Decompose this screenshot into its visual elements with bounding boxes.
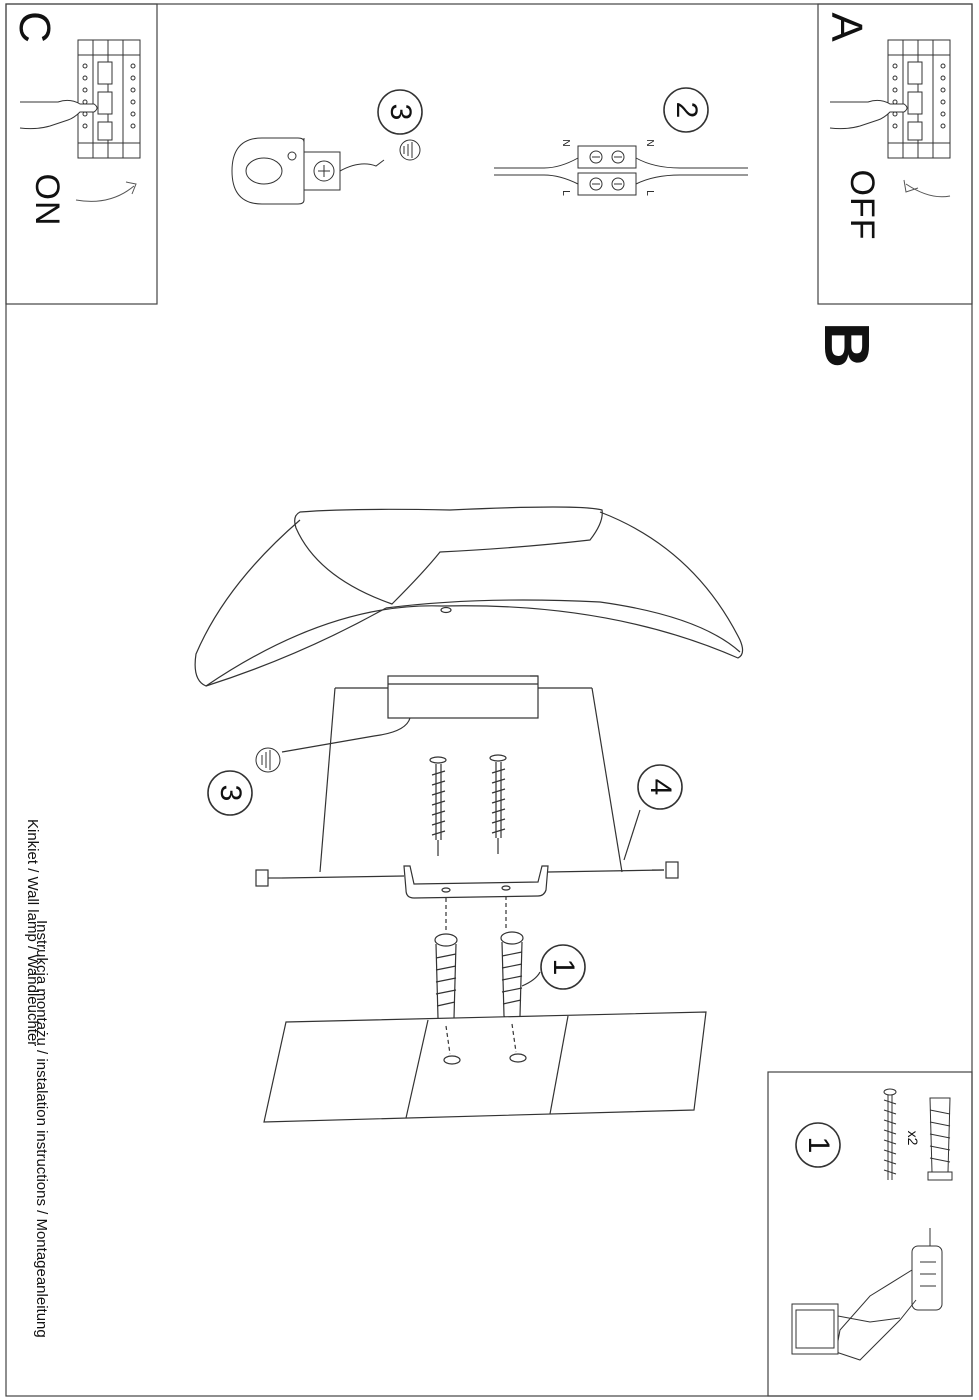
panel-a-state-label: OFF [843,169,881,241]
panel-c-state-label: ON [28,173,66,227]
panel-c-letter: C [10,11,59,43]
step-1-number-parts: 1 [802,1136,835,1154]
connector-l-label-left: L [560,190,571,196]
step-3-number-top: 3 [384,103,417,121]
connector-n-label-right: N [644,139,655,147]
step-2-number: 2 [670,101,703,119]
panel-a-letter: A [822,12,871,42]
caption-line-1: Instrukcja montażu / instalation instructions / Montageanleitung [33,920,50,1338]
connector-l-label-right: L [644,190,655,196]
step-3-number-main: 3 [214,784,247,802]
connector-n-label-left: N [560,139,571,147]
step-1-number-main: 1 [547,958,580,976]
step-4-number: 4 [644,778,677,796]
parts-quantity: x2 [905,1130,921,1146]
caption-line-2: Kinkiet / Wall lamp / Wandleuchter [24,819,41,1047]
panel-b-letter: B [811,321,883,369]
